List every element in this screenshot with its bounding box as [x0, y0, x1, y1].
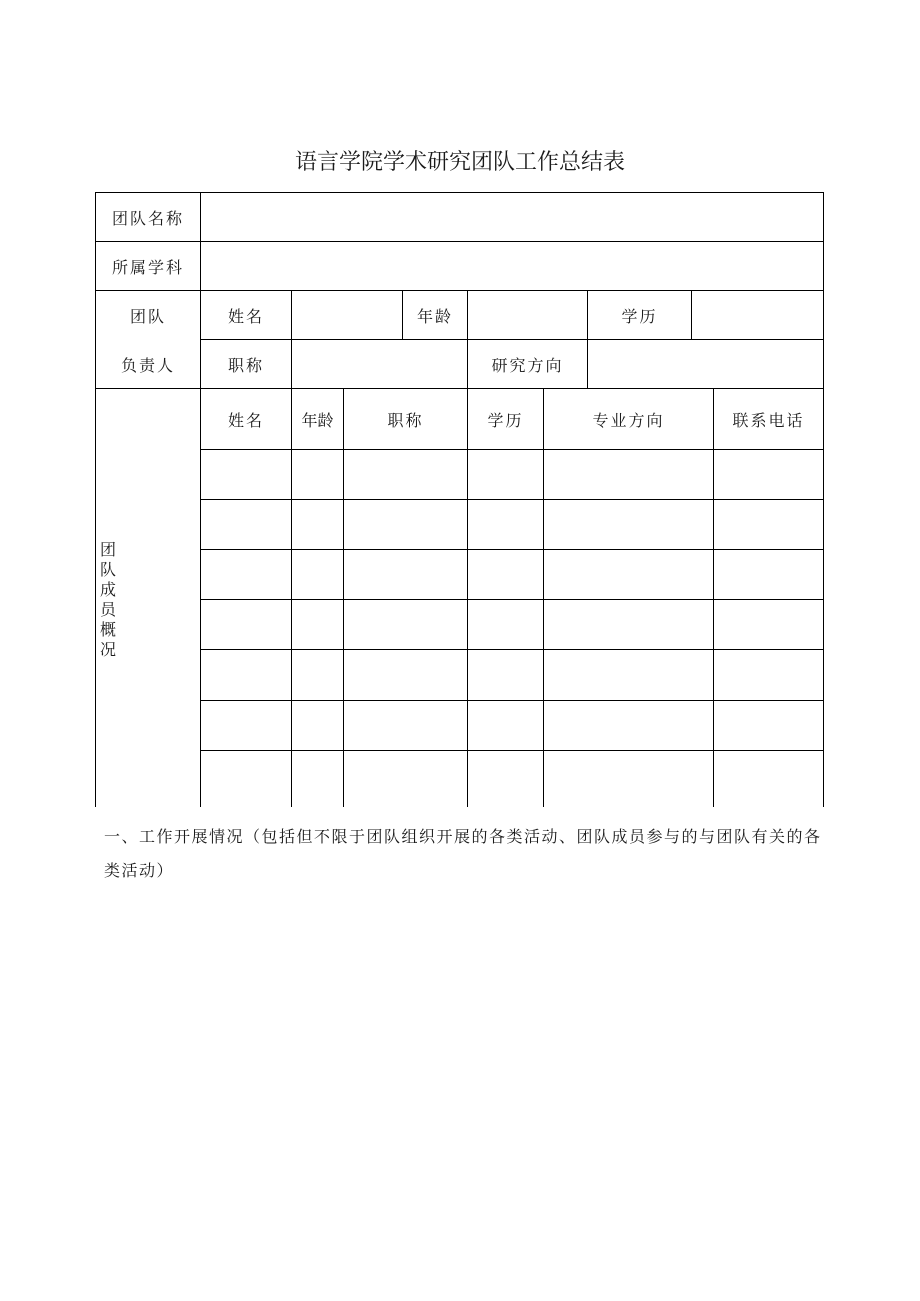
leader-title-field[interactable] — [292, 340, 467, 388]
table-row[interactable] — [201, 550, 823, 599]
table-row[interactable] — [201, 600, 823, 649]
member-header-age: 年龄 — [301, 410, 334, 430]
discipline-field[interactable] — [201, 242, 823, 290]
leader-research-field[interactable] — [588, 340, 823, 388]
team-name-field[interactable] — [201, 193, 823, 241]
page-title: 语言学院学术研究团队工作总结表 — [294, 150, 625, 175]
leader-label-line2: 负责人 — [120, 355, 175, 375]
leader-age-label: 年龄 — [416, 306, 453, 326]
team-name-label: 团队名称 — [111, 208, 184, 228]
table-row[interactable] — [201, 450, 823, 499]
member-header-major: 专业方向 — [592, 410, 665, 430]
leader-age-field[interactable] — [468, 291, 587, 339]
leader-education-field[interactable] — [692, 291, 823, 339]
leader-title-label: 职称 — [227, 355, 264, 375]
section-work-progress: 一、工作开展情况（包括但不限于团队组织开展的各类活动、团队成员参与的与团队有关的各类活动） — [104, 827, 822, 880]
members-side-label: 团 队 成 员 概 况 — [99, 540, 116, 659]
leader-research-label: 研究方向 — [491, 355, 564, 375]
table-row[interactable] — [201, 751, 823, 807]
table-row[interactable] — [201, 701, 823, 750]
member-header-title: 职称 — [387, 410, 424, 430]
leader-label-line1: 团队 — [129, 306, 166, 326]
member-header-name: 姓名 — [227, 410, 264, 430]
leader-name-label: 姓名 — [227, 306, 264, 326]
leader-name-field[interactable] — [292, 291, 402, 339]
table-row[interactable] — [201, 500, 823, 549]
discipline-label: 所属学科 — [111, 257, 184, 277]
leader-education-label: 学历 — [621, 306, 658, 326]
table-row[interactable] — [201, 650, 823, 700]
member-header-education: 学历 — [487, 410, 524, 430]
member-header-phone: 联系电话 — [732, 410, 805, 430]
